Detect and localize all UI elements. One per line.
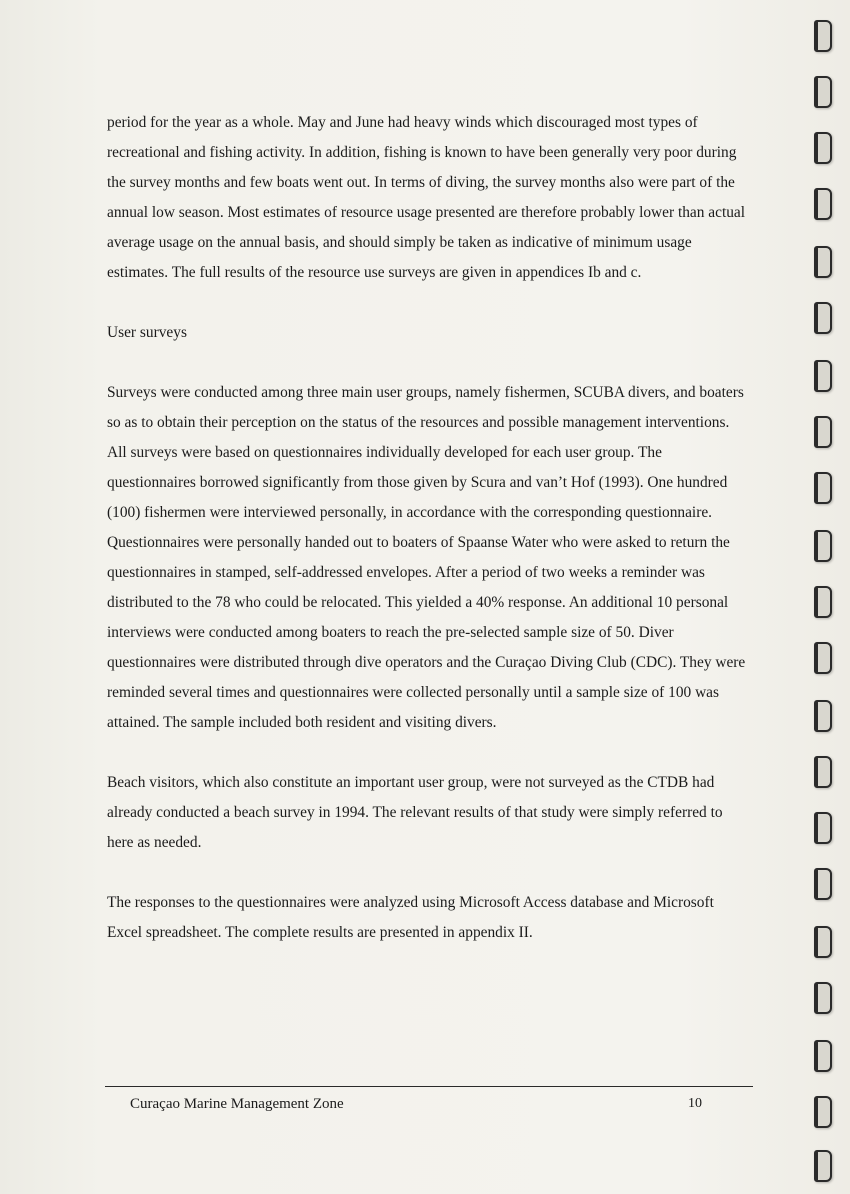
footer-rule xyxy=(105,1086,753,1087)
binding-ring xyxy=(814,1040,832,1072)
binding-ring xyxy=(814,302,832,334)
binding-ring xyxy=(814,360,832,392)
paragraph-1: period for the year as a whole. May and June had heavy winds which discouraged most types of recreational and fishing activity. In addition, fishing is known to have been generally very poor during the survey months and few boats went out. In terms of diving, the survey months also were part of the annual low season. Most estimates of resource usage presented are therefore probably lower than actual average usage on the annual basis, and should simply be taken as indicative of minimum usage estimates. The full results of the resource use surveys are given in appendices Ib and c. xyxy=(107,114,746,281)
binding-ring xyxy=(814,246,832,278)
binding-ring xyxy=(814,416,832,448)
binding-ring xyxy=(814,20,832,52)
spiral-binding xyxy=(806,0,836,1194)
binding-ring xyxy=(814,812,832,844)
binding-ring xyxy=(814,188,832,220)
binding-ring xyxy=(814,756,832,788)
binding-ring xyxy=(814,1150,832,1182)
binding-ring xyxy=(814,926,832,958)
paragraph-2: Surveys were conducted among three main user groups, namely fishermen, SCUBA divers, and boaters so as to obtain their perception on the status of the resources and possible management interventions. All surveys were based on questionnaires individually developed for each user group. The questionnaires borrowed significantly from those given by Scura and van’t Hof (1993). One hundred (100) fishermen were interviewed personally, in accordance with the corresponding questionnaire. Questionnaires were personally handed out to boaters of Spaanse Water who were asked to return the questionnaires in stamped, self-addressed envelopes. After a period of two weeks a reminder was distributed to the 78 who could be relocated. This yielded a 40% response. An additional 10 personal interviews were conducted among boaters to reach the pre-selected sample size of 50. Diver questionnaires were distributed through dive operators and the Curaçao Diving Club (CDC). They were reminded several times and questionnaires were collected personally until a sample size of 100 was attained. The sample included both resident and visiting divers. xyxy=(107,384,746,731)
binding-ring xyxy=(814,472,832,504)
binding-ring xyxy=(814,76,832,108)
binding-ring xyxy=(814,700,832,732)
page-number: 10 xyxy=(688,1096,702,1111)
binding-ring xyxy=(814,1096,832,1128)
body-text xyxy=(107,108,747,948)
binding-ring xyxy=(814,132,832,164)
section-heading: User surveys xyxy=(107,324,187,341)
binding-ring xyxy=(814,868,832,900)
binding-ring xyxy=(814,982,832,1014)
paragraph-3: Beach visitors, which also constitute an important user group, were not surveyed as the CTDB had already conducted a beach survey in 1994. The relevant results of that study were simply referred to here as needed. xyxy=(107,774,723,851)
binding-ring xyxy=(814,642,832,674)
footer-title: Curaçao Marine Management Zone xyxy=(130,1096,344,1112)
binding-ring xyxy=(814,530,832,562)
paragraph-4: The responses to the questionnaires were analyzed using Microsoft Access database and Microsoft Excel spreadsheet. The complete results are presented in appendix II. xyxy=(107,894,714,941)
binding-ring xyxy=(814,586,832,618)
